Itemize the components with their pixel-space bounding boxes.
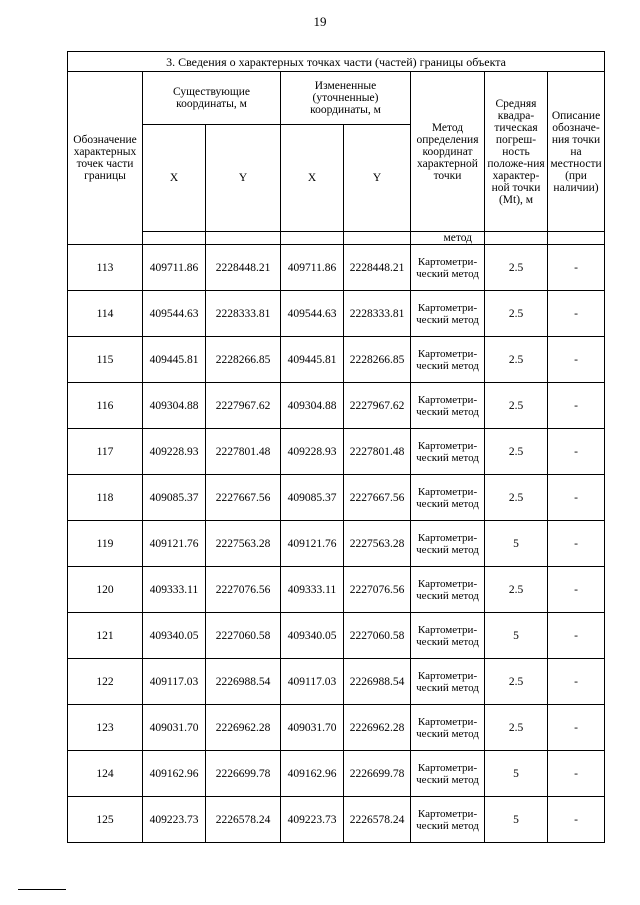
changed-y-cell: 2227563.28 bbox=[344, 521, 411, 567]
existing-y-cell: 2226699.78 bbox=[206, 751, 281, 797]
description-cell: - bbox=[548, 291, 605, 337]
point-cell: 113 bbox=[68, 245, 143, 291]
existing-y-cell: 2226578.24 bbox=[206, 797, 281, 843]
existing-y-cell: 2226988.54 bbox=[206, 659, 281, 705]
description-cell: - bbox=[548, 659, 605, 705]
description-cell: - bbox=[548, 705, 605, 751]
existing-y-cell: 2227667.56 bbox=[206, 475, 281, 521]
accuracy-cell: 5 bbox=[485, 751, 548, 797]
method-cell: Картометри-ческий метод bbox=[411, 797, 485, 843]
changed-x-cell: 409085.37 bbox=[281, 475, 344, 521]
changed-x-cell: 409711.86 bbox=[281, 245, 344, 291]
existing-x-cell: 409304.88 bbox=[143, 383, 206, 429]
header-existing-y: Y bbox=[206, 125, 281, 232]
existing-x-cell: 409121.76 bbox=[143, 521, 206, 567]
accuracy-cell: 2.5 bbox=[485, 475, 548, 521]
description-cell: - bbox=[548, 383, 605, 429]
point-cell: 121 bbox=[68, 613, 143, 659]
existing-y-cell: 2227076.56 bbox=[206, 567, 281, 613]
existing-x-cell: 409711.86 bbox=[143, 245, 206, 291]
method-cell: Картометри-ческий метод bbox=[411, 751, 485, 797]
characteristic-points-table bbox=[67, 51, 605, 843]
method-cell: Картометри-ческий метод bbox=[411, 245, 485, 291]
description-cell: - bbox=[548, 429, 605, 475]
changed-x-cell: 409340.05 bbox=[281, 613, 344, 659]
section-title: 3. Сведения о характерных точках части (частей) границы объекта bbox=[68, 52, 605, 72]
header-method: Метод определения координат характерной точки bbox=[411, 72, 485, 232]
changed-y-cell: 2228266.85 bbox=[344, 337, 411, 383]
accuracy-cell: 2.5 bbox=[485, 705, 548, 751]
existing-x-cell: 409085.37 bbox=[143, 475, 206, 521]
table-row bbox=[68, 245, 605, 291]
description-cell: - bbox=[548, 613, 605, 659]
header-changed-x: X bbox=[281, 125, 344, 232]
description-cell: - bbox=[548, 797, 605, 843]
changed-x-cell: 409162.96 bbox=[281, 751, 344, 797]
header-changed-coordinates: Измененные (уточненные) координаты, м bbox=[281, 72, 411, 125]
footnote-rule bbox=[18, 889, 66, 890]
existing-x-cell: 409223.73 bbox=[143, 797, 206, 843]
method-cell: Картометри-ческий метод bbox=[411, 567, 485, 613]
existing-x-cell: 409544.63 bbox=[143, 291, 206, 337]
existing-x-cell: 409445.81 bbox=[143, 337, 206, 383]
continuation-empty-cell bbox=[485, 232, 548, 245]
existing-y-cell: 2228333.81 bbox=[206, 291, 281, 337]
description-cell: - bbox=[548, 751, 605, 797]
header-description: Описание обозначе-ния точки на местности (при наличии) bbox=[548, 72, 605, 232]
page-number: 19 bbox=[313, 14, 327, 29]
header-existing-coordinates: Существующие координаты, м bbox=[143, 72, 281, 125]
continuation-empty-cell bbox=[281, 232, 344, 245]
existing-x-cell: 409333.11 bbox=[143, 567, 206, 613]
point-cell: 120 bbox=[68, 567, 143, 613]
changed-y-cell: 2227060.58 bbox=[344, 613, 411, 659]
table-row bbox=[68, 659, 605, 705]
method-cell: Картометри-ческий метод bbox=[411, 291, 485, 337]
changed-x-cell: 409117.03 bbox=[281, 659, 344, 705]
changed-y-cell: 2228448.21 bbox=[344, 245, 411, 291]
point-cell: 119 bbox=[68, 521, 143, 567]
changed-x-cell: 409304.88 bbox=[281, 383, 344, 429]
existing-y-cell: 2227967.62 bbox=[206, 383, 281, 429]
table-row bbox=[68, 475, 605, 521]
existing-x-cell: 409228.93 bbox=[143, 429, 206, 475]
point-cell: 117 bbox=[68, 429, 143, 475]
accuracy-cell: 2.5 bbox=[485, 337, 548, 383]
header-accuracy: Средняя квадра-тическая погреш-ность положе-ния характер-ной точки (Mt), м bbox=[485, 72, 548, 232]
changed-y-cell: 2227667.56 bbox=[344, 475, 411, 521]
existing-y-cell: 2226962.28 bbox=[206, 705, 281, 751]
continuation-empty-cell bbox=[206, 232, 281, 245]
table-row bbox=[68, 797, 605, 843]
accuracy-cell: 2.5 bbox=[485, 429, 548, 475]
method-cell: Картометри-ческий метод bbox=[411, 429, 485, 475]
changed-x-cell: 409228.93 bbox=[281, 429, 344, 475]
point-cell: 123 bbox=[68, 705, 143, 751]
table-row bbox=[68, 291, 605, 337]
table-row bbox=[68, 521, 605, 567]
method-cell: Картометри-ческий метод bbox=[411, 475, 485, 521]
description-cell: - bbox=[548, 475, 605, 521]
point-cell: 122 bbox=[68, 659, 143, 705]
existing-y-cell: 2228266.85 bbox=[206, 337, 281, 383]
existing-y-cell: 2227563.28 bbox=[206, 521, 281, 567]
existing-x-cell: 409340.05 bbox=[143, 613, 206, 659]
existing-x-cell: 409117.03 bbox=[143, 659, 206, 705]
table-row bbox=[68, 337, 605, 383]
changed-y-cell: 2226578.24 bbox=[344, 797, 411, 843]
description-cell: - bbox=[548, 337, 605, 383]
table-row bbox=[68, 429, 605, 475]
table-row bbox=[68, 383, 605, 429]
changed-y-cell: 2226699.78 bbox=[344, 751, 411, 797]
changed-x-cell: 409445.81 bbox=[281, 337, 344, 383]
point-cell: 114 bbox=[68, 291, 143, 337]
header-changed-y: Y bbox=[344, 125, 411, 232]
method-cell: Картометри-ческий метод bbox=[411, 383, 485, 429]
continuation-empty-cell bbox=[548, 232, 605, 245]
accuracy-cell: 2.5 bbox=[485, 383, 548, 429]
changed-y-cell: 2227967.62 bbox=[344, 383, 411, 429]
existing-y-cell: 2227801.48 bbox=[206, 429, 281, 475]
table-row bbox=[68, 613, 605, 659]
accuracy-cell: 2.5 bbox=[485, 659, 548, 705]
point-cell: 116 bbox=[68, 383, 143, 429]
point-cell: 124 bbox=[68, 751, 143, 797]
changed-y-cell: 2226988.54 bbox=[344, 659, 411, 705]
method-cell: Картометри-ческий метод bbox=[411, 659, 485, 705]
accuracy-cell: 5 bbox=[485, 797, 548, 843]
accuracy-cell: 2.5 bbox=[485, 291, 548, 337]
method-cell: Картометри-ческий метод bbox=[411, 337, 485, 383]
changed-x-cell: 409544.63 bbox=[281, 291, 344, 337]
changed-x-cell: 409333.11 bbox=[281, 567, 344, 613]
existing-x-cell: 409031.70 bbox=[143, 705, 206, 751]
table-row bbox=[68, 567, 605, 613]
changed-x-cell: 409121.76 bbox=[281, 521, 344, 567]
continuation-empty-cell bbox=[344, 232, 411, 245]
description-cell: - bbox=[548, 567, 605, 613]
method-cell: Картометри-ческий метод bbox=[411, 521, 485, 567]
continuation-method: метод bbox=[411, 232, 485, 245]
changed-x-cell: 409223.73 bbox=[281, 797, 344, 843]
point-cell: 115 bbox=[68, 337, 143, 383]
accuracy-cell: 5 bbox=[485, 521, 548, 567]
changed-y-cell: 2228333.81 bbox=[344, 291, 411, 337]
changed-x-cell: 409031.70 bbox=[281, 705, 344, 751]
changed-y-cell: 2227801.48 bbox=[344, 429, 411, 475]
accuracy-cell: 2.5 bbox=[485, 245, 548, 291]
description-cell: - bbox=[548, 245, 605, 291]
header-existing-x: X bbox=[143, 125, 206, 232]
point-cell: 118 bbox=[68, 475, 143, 521]
accuracy-cell: 5 bbox=[485, 613, 548, 659]
continuation-empty-cell bbox=[143, 232, 206, 245]
method-cell: Картометри-ческий метод bbox=[411, 613, 485, 659]
existing-y-cell: 2227060.58 bbox=[206, 613, 281, 659]
table-row bbox=[68, 751, 605, 797]
point-cell: 125 bbox=[68, 797, 143, 843]
method-cell: Картометри-ческий метод bbox=[411, 705, 485, 751]
changed-y-cell: 2226962.28 bbox=[344, 705, 411, 751]
existing-y-cell: 2228448.21 bbox=[206, 245, 281, 291]
changed-y-cell: 2227076.56 bbox=[344, 567, 411, 613]
header-point-designation: Обозначение характерных точек части границы bbox=[68, 72, 143, 245]
table-row bbox=[68, 705, 605, 751]
description-cell: - bbox=[548, 521, 605, 567]
existing-x-cell: 409162.96 bbox=[143, 751, 206, 797]
accuracy-cell: 2.5 bbox=[485, 567, 548, 613]
